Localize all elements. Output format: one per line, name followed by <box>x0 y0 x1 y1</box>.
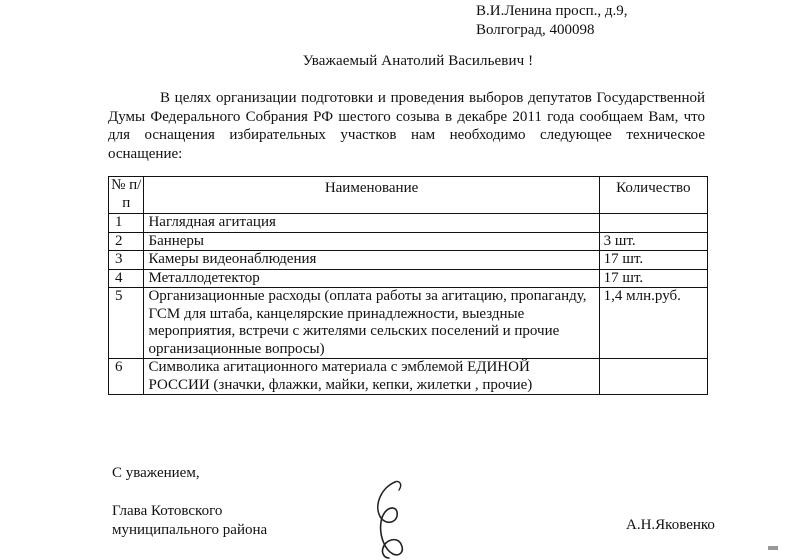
closing-line: С уважением, <box>112 465 200 481</box>
header-quantity: Количество <box>599 177 707 214</box>
equipment-table <box>108 176 708 395</box>
row-number: 4 <box>109 269 144 288</box>
header-name: Наименование <box>144 177 599 214</box>
signer-title <box>112 502 267 540</box>
table-row <box>109 269 708 288</box>
row-quantity <box>599 214 707 233</box>
greeting-text: Уважаемый Анатолий Васильевич ! <box>302 53 534 69</box>
row-name: Наглядная агитация <box>144 214 599 233</box>
handwritten-signature <box>355 478 425 560</box>
table-header-row <box>109 177 708 214</box>
row-number: 6 <box>109 359 144 395</box>
row-quantity: 17 шт. <box>599 269 707 288</box>
row-name: Баннеры <box>144 232 599 251</box>
table-row <box>109 288 708 359</box>
row-number: 3 <box>109 251 144 270</box>
row-number: 5 <box>109 288 144 359</box>
row-name: Камеры видеонаблюдения <box>144 251 599 270</box>
table-row <box>109 251 708 270</box>
address-line-2: Волгоград, 400098 <box>476 22 595 38</box>
row-quantity: 17 шт. <box>599 251 707 270</box>
row-quantity: 3 шт. <box>599 232 707 251</box>
signer-name: А.Н.Яковенко <box>626 517 715 533</box>
address-line-1: В.И.Ленина просп., д.9, <box>476 3 628 19</box>
row-quantity <box>599 359 707 395</box>
letter-body <box>108 89 705 163</box>
row-number: 2 <box>109 232 144 251</box>
scan-mark <box>768 546 778 550</box>
body-paragraph: В целях организации подготовки и проведения выборов депутатов Государственной Думы Федерального Собрания РФ шестого созыва в декабре 2011 года сообщаем Вам, что для оснащения избирательных участков нам необходимо следующее техническое оснащение: <box>108 90 705 162</box>
row-name: Металлодетектор <box>144 269 599 288</box>
signer-title-line-1: Глава Котовского <box>112 503 223 519</box>
header-number: № п/п <box>109 177 144 214</box>
greeting-line <box>0 53 800 70</box>
table-row <box>109 232 708 251</box>
table-row <box>109 214 708 233</box>
row-name: Символика агитационного материала с эмблемой ЕДИНОЙ РОССИИ (значки, флажки, майки, кепки, жилетки , прочие) <box>144 359 599 395</box>
recipient-address <box>476 2 628 40</box>
table-row <box>109 359 708 395</box>
signer-title-line-2: муниципального района <box>112 522 268 538</box>
row-number: 1 <box>109 214 144 233</box>
row-quantity: 1,4 млн.руб. <box>599 288 707 359</box>
row-name: Организационные расходы (оплата работы за агитацию, пропаганду, ГСМ для штаба, канцелярские принадлежности, выездные мероприятия, встречи с жителями сельских поселений и прочие организационные вопросы) <box>144 288 599 359</box>
